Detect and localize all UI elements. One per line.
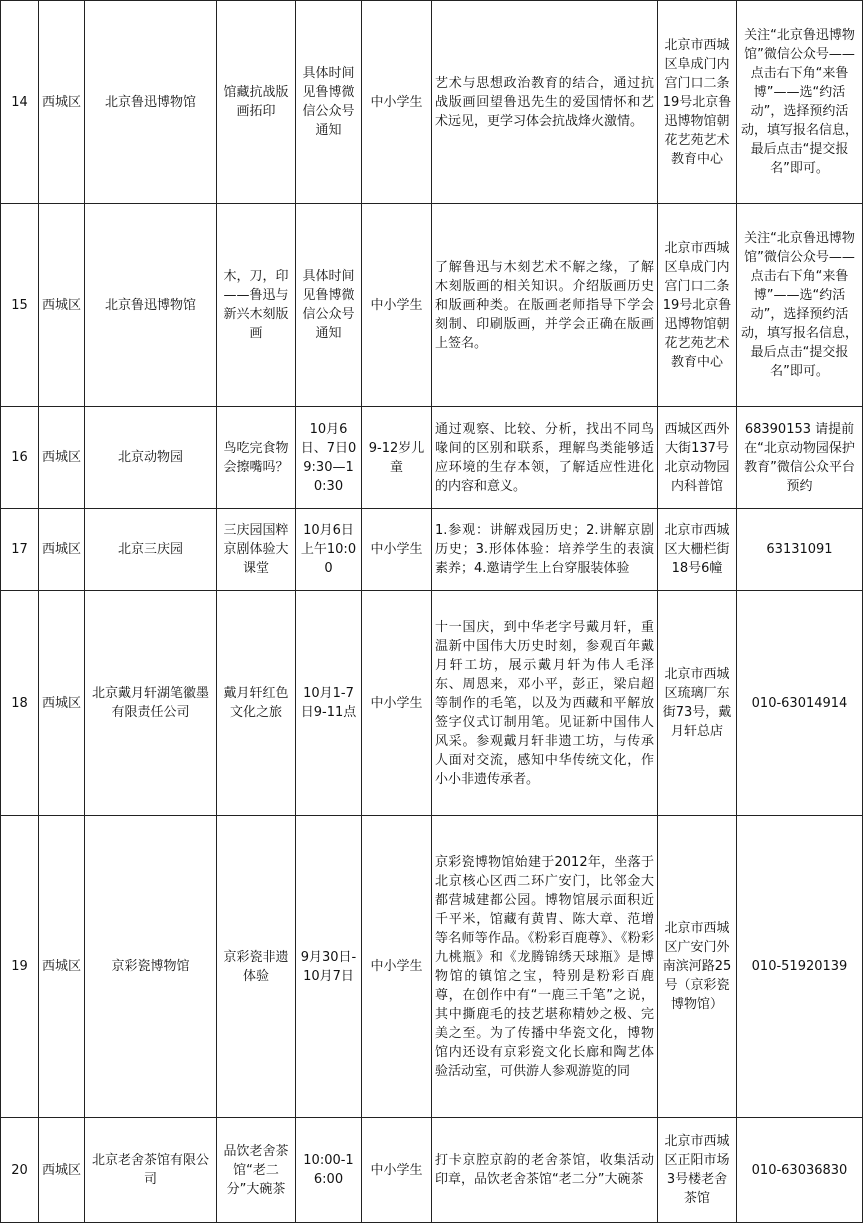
row-number: 20 (1, 1118, 39, 1223)
description-cell: 打卡京腔京韵的老舍茶馆，收集活动印章，品饮老舍茶馆“老二分”大碗茶 (432, 1118, 658, 1223)
audience-cell: 9-12岁儿童 (362, 407, 432, 509)
activity-cell: 木，刀，印——鲁迅与新兴木刻版画 (217, 204, 296, 407)
row-number: 18 (1, 591, 39, 816)
signup-cell: 关注“北京鲁迅博物馆”微信公众号——点击右下角“来鲁博”——选“约活动”，选择预约活动，填写报名信息，最后点击“提交报名”即可。 (737, 1, 863, 204)
description-cell: 京彩瓷博物馆始建于2012年，坐落于北京核心区西二环广安门，比邻金大都营城建都公园。博物馆展示面积近千平米，馆藏有黄胄、陈大章、范增等名师等作品。《粉彩百鹿尊》、《粉彩九桃瓶》和《龙腾锦绣天球瓶》是博物馆的镇馆之宝，特别是粉彩百鹿尊，在创作中有“一鹿三千笔”之说，其中撕鹿毛的技艺堪称精妙之极、完美之至。为了传播中华瓷文化，博物馆内还设有京彩瓷文化长廊和陶艺体验活动室，可供游人参观游览的同 (432, 816, 658, 1118)
signup-cell: 010-51920139 (737, 816, 863, 1118)
district-cell: 西城区 (39, 1, 85, 204)
signup-cell: 63131091 (737, 509, 863, 591)
activity-cell: 鸟吃完食物会擦嘴吗？ (217, 407, 296, 509)
table-row (1, 407, 863, 509)
organizer-cell: 北京动物园 (85, 407, 217, 509)
row-number: 15 (1, 204, 39, 407)
organizer-cell: 北京老舍茶馆有限公司 (85, 1118, 217, 1223)
audience-cell: 中小学生 (362, 204, 432, 407)
table-row (1, 1, 863, 204)
location-cell: 北京市西城区广安门外南滨河路25号（京彩瓷博物馆） (658, 816, 737, 1118)
audience-cell: 中小学生 (362, 1, 432, 204)
district-cell: 西城区 (39, 1118, 85, 1223)
signup-cell: 68390153 请提前在“北京动物园保护教育”微信公众平台预约 (737, 407, 863, 509)
row-number: 14 (1, 1, 39, 204)
row-number: 19 (1, 816, 39, 1118)
table-row (1, 816, 863, 1118)
description-cell: 艺术与思想政治教育的结合，通过抗战版画回望鲁迅先生的爱国情怀和艺术远见，更学习体会抗战烽火激情。 (432, 1, 658, 204)
row-number: 16 (1, 407, 39, 509)
signup-cell: 关注“北京鲁迅博物馆”微信公众号——点击右下角“来鲁博”——选“约活动”，选择预约活动，填写报名信息，最后点击“提交报名”即可。 (737, 204, 863, 407)
location-cell: 北京市西城区正阳市场3号楼老舍茶馆 (658, 1118, 737, 1223)
district-cell: 西城区 (39, 509, 85, 591)
time-cell: 具体时间见鲁博微信公众号通知 (296, 204, 362, 407)
audience-cell: 中小学生 (362, 1118, 432, 1223)
row-number: 17 (1, 509, 39, 591)
activity-cell: 戴月轩红色文化之旅 (217, 591, 296, 816)
audience-cell: 中小学生 (362, 816, 432, 1118)
table-row (1, 509, 863, 591)
table-row (1, 591, 863, 816)
time-cell: 10月6日上午10:00 (296, 509, 362, 591)
table-row (1, 204, 863, 407)
organizer-cell: 京彩瓷博物馆 (85, 816, 217, 1118)
location-cell: 北京市西城区大栅栏街18号6幢 (658, 509, 737, 591)
district-cell: 西城区 (39, 591, 85, 816)
district-cell: 西城区 (39, 407, 85, 509)
signup-cell: 010-63014914 (737, 591, 863, 816)
organizer-cell: 北京戴月轩湖笔徽墨有限责任公司 (85, 591, 217, 816)
time-cell: 9月30日-10月7日 (296, 816, 362, 1118)
signup-cell: 010-63036830 (737, 1118, 863, 1223)
table-row (1, 1118, 863, 1223)
activity-cell: 品饮老舍茶馆“老二分”大碗茶 (217, 1118, 296, 1223)
district-cell: 西城区 (39, 204, 85, 407)
location-cell: 西城区西外大街137号北京动物园内科普馆 (658, 407, 737, 509)
time-cell: 10:00-16:00 (296, 1118, 362, 1223)
description-cell: 1.参观：讲解戏园历史；2.讲解京剧历史；3.形体体验：培养学生的表演素养；4.邀请学生上台穿服装体验 (432, 509, 658, 591)
audience-cell: 中小学生 (362, 509, 432, 591)
location-cell: 北京市西城区阜成门内宫门口二条19号北京鲁迅博物馆朝花艺苑艺术教育中心 (658, 204, 737, 407)
location-cell: 北京市西城区琉璃厂东街73号，戴月轩总店 (658, 591, 737, 816)
time-cell: 具体时间见鲁博微信公众号通知 (296, 1, 362, 204)
time-cell: 10月1-7日9-11点 (296, 591, 362, 816)
activity-cell: 三庆园国粹京剧体验大课堂 (217, 509, 296, 591)
district-cell: 西城区 (39, 816, 85, 1118)
organizer-cell: 北京鲁迅博物馆 (85, 1, 217, 204)
location-cell: 北京市西城区阜成门内宫门口二条19号北京鲁迅博物馆朝花艺苑艺术教育中心 (658, 1, 737, 204)
organizer-cell: 北京鲁迅博物馆 (85, 204, 217, 407)
activity-cell: 馆藏抗战版画拓印 (217, 1, 296, 204)
activity-cell: 京彩瓷非遗体验 (217, 816, 296, 1118)
description-cell: 通过观察、比较、分析，找出不同鸟喙间的区别和联系，理解鸟类能够适应环境的生存本领，了解适应性进化的内容和意义。 (432, 407, 658, 509)
organizer-cell: 北京三庆园 (85, 509, 217, 591)
audience-cell: 中小学生 (362, 591, 432, 816)
description-cell: 了解鲁迅与木刻艺术不解之缘，了解木刻版画的相关知识。介绍版画历史和版画种类。在版画老师指导下学会刻制、印刷版画，并学会正确在版画上签名。 (432, 204, 658, 407)
time-cell: 10月6日、7日09:30—10:30 (296, 407, 362, 509)
description-cell: 十一国庆，到中华老字号戴月轩，重温新中国伟大历史时刻，参观百年戴月轩工坊，展示戴月轩为伟人毛泽东、周恩来，邓小平，彭正，梁启超等制作的毛笔，以及为西藏和平解放签字仪式订制用笔。见证新中国伟人风采。参观戴月轩非遗工坊，与传承人面对交流，感知中华传统文化，作小小非遗传承者。 (432, 591, 658, 816)
